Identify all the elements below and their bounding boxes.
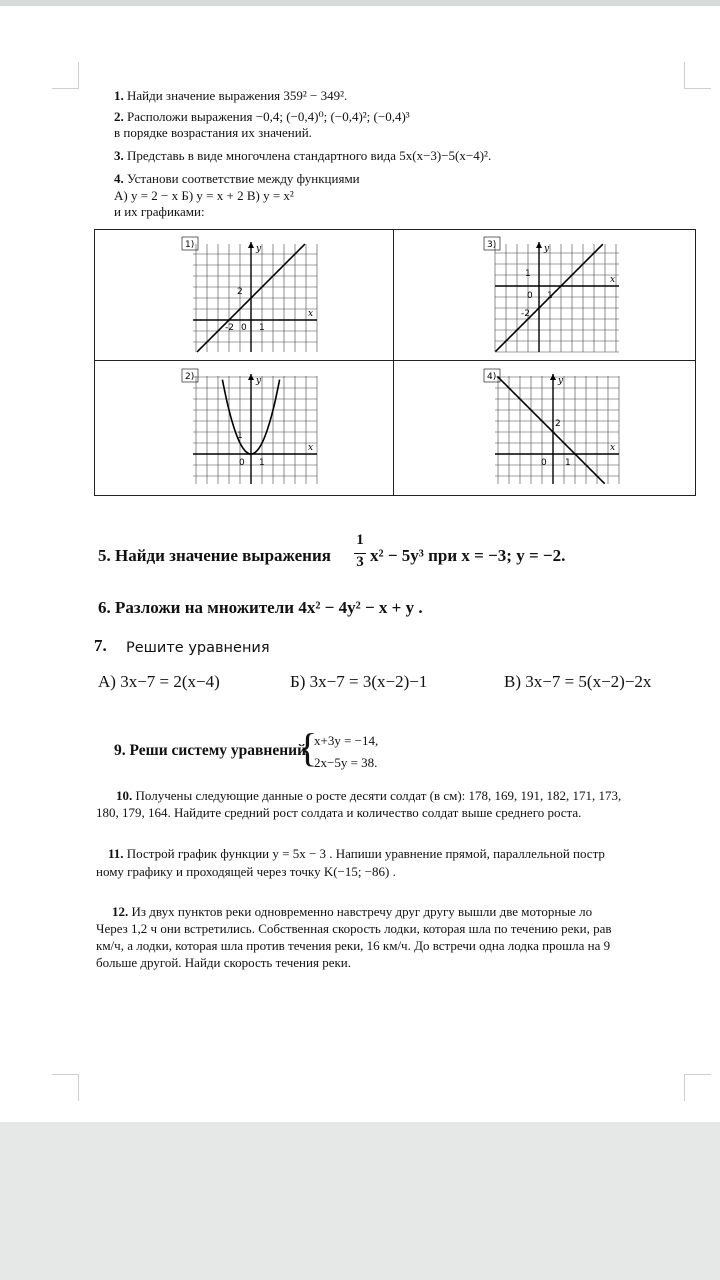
graph-3	[483, 236, 623, 356]
task-3	[114, 148, 491, 164]
task-5	[98, 546, 331, 566]
graph-4-x-axis-label: x	[610, 443, 616, 453]
graph-4-tick-label: 2	[555, 419, 561, 429]
task-5-number: 5.	[98, 546, 111, 565]
table-vertical-divider	[393, 230, 394, 495]
task-10-line-2: 180, 179, 164. Найдите средний рост солдата и количество солдат выше среднего роста.	[96, 805, 582, 820]
task-4-number: 4.	[114, 171, 124, 186]
task-10	[116, 788, 621, 804]
task-11-line-2: ному графику и проходящей через точку K(−15; −86) .	[96, 864, 396, 879]
graph-1-tick-label: 1	[259, 323, 265, 333]
task-11-line-1: Построй график функции y = 5x − 3 . Напиши уравнение прямой, параллельной постр	[126, 846, 605, 861]
task-6-expression: 4x² − 4y² − x + y .	[298, 598, 423, 617]
task-1-number: 1.	[114, 88, 124, 103]
graph-3-x-axis-label: x	[610, 275, 616, 285]
graph-1	[181, 236, 321, 356]
task-9-brace: {	[298, 725, 318, 770]
task-5-expression: x² − 5y³ при x = −3; y = −2.	[370, 546, 566, 565]
graph-2-y-axis-label: y	[256, 376, 262, 386]
task-3-text: Представь в виде многочлена стандартного вида	[127, 148, 396, 163]
margin-mark-bottom-left	[52, 1074, 79, 1101]
task-6-text: Разложи на множители	[115, 598, 295, 617]
graph-2-grid	[193, 376, 317, 484]
task-9	[114, 742, 306, 760]
graph-3-grid	[495, 244, 619, 352]
task-7-number: 7.	[94, 636, 107, 655]
task-1	[114, 88, 347, 104]
graph-1-tick-label: -2	[225, 323, 234, 333]
graph-4	[483, 368, 623, 488]
task-2	[114, 109, 410, 125]
task-11-number: 11.	[108, 846, 124, 861]
task-9-equation-2: 2x−5y = 38.	[314, 755, 378, 770]
graph-2	[181, 368, 321, 488]
task-5-fraction-denominator: 3	[356, 554, 364, 570]
task-7-option-a: А) 3x−7 = 2(x−4)	[98, 672, 220, 691]
graph-3-y-arrow-icon	[536, 242, 542, 248]
task-2-text: Расположи выражения	[127, 109, 253, 124]
graph-1-x-axis-label: x	[308, 309, 314, 319]
task-10-line-1: Получены следующие данные о росте десяти солдат (в см): 178, 169, 191, 182, 171, 173,	[135, 788, 622, 803]
graph-2-label: 2)	[185, 372, 195, 382]
graph-4-y-axis-label: y	[558, 376, 564, 386]
task-12	[112, 904, 592, 920]
task-7-text: Решите уравнения	[126, 640, 270, 656]
margin-mark-top-right	[684, 62, 711, 89]
task-4	[114, 171, 360, 187]
task-12-line-2: Через 1,2 ч они встретились. Собственная скорость лодки, которая шла по течению реки, рав	[96, 921, 612, 936]
graph-1-grid	[193, 244, 317, 352]
graphs-table	[94, 229, 696, 496]
task-2-line-2: в порядке возрастания их значений.	[114, 125, 312, 140]
task-3-expression: 5x(x−3)−5(x−4)².	[399, 148, 492, 163]
task-5-text: Найди значение выражения	[115, 546, 331, 565]
margin-mark-bottom-right	[684, 1074, 711, 1101]
graph-4-tick-label: 0	[541, 458, 547, 468]
task-9-number: 9.	[114, 742, 126, 759]
graph-3-tick-label: 1	[547, 291, 553, 301]
margin-mark-top-left	[52, 62, 79, 89]
graph-4-label: 4)	[487, 372, 497, 382]
task-1-expression: 359² − 349².	[283, 88, 348, 103]
graph-2-tick-label: 0	[239, 458, 245, 468]
task-4-options: А) y = 2 − x Б) y = x + 2 В) y = x²	[114, 188, 294, 203]
task-12-number: 12.	[112, 904, 129, 919]
task-11	[108, 846, 605, 862]
task-12-line-4: больше другой. Найди скорость течения реки.	[96, 955, 351, 970]
task-2-expression: −0,4; (−0,4)⁰; (−0,4)²; (−0,4)³	[255, 109, 410, 124]
graph-2-x-axis-label: x	[308, 443, 314, 453]
task-3-number: 3.	[114, 148, 124, 163]
graph-3-y-axis-label: y	[544, 244, 550, 254]
task-6-number: 6.	[98, 598, 111, 617]
document-page[interactable]	[0, 6, 720, 1122]
task-2-number: 2.	[114, 109, 124, 124]
graph-2-tick-label: 1	[259, 458, 265, 468]
task-6	[98, 598, 423, 618]
task-4-line-3: и их графиками:	[114, 204, 205, 219]
task-4-text: Установи соответствие между функциями	[127, 171, 360, 186]
graph-3-tick-label: 0	[527, 291, 533, 301]
task-1-text: Найди значение выражения	[127, 88, 281, 103]
graph-3-tick-label: -2	[521, 309, 530, 319]
task-7-option-b: Б) 3x−7 = 3(x−2)−1	[290, 672, 428, 691]
task-12-line-3: км/ч, а лодки, которая шла против течения реки, 16 км/ч. До встречи одна лодка прошла на 9	[96, 938, 611, 953]
task-9-text: Реши систему уравнений	[129, 742, 306, 759]
task-10-number: 10.	[116, 788, 133, 803]
graph-1-tick-label: 0	[241, 323, 247, 333]
task-7-option-c: В) 3x−7 = 5(x−2)−2x	[504, 672, 652, 691]
graph-1-tick-label: 2	[237, 287, 243, 297]
graph-2-tick-label: 1	[237, 431, 243, 441]
graph-1-y-axis-label: y	[256, 244, 262, 254]
task-5-fraction-numerator: 1	[356, 532, 364, 548]
table-horizontal-divider	[95, 360, 695, 361]
graph-4-tick-label: 1	[565, 458, 571, 468]
graph-3-label: 3)	[487, 240, 497, 250]
graph-1-y-arrow-icon	[248, 242, 254, 248]
graph-1-label: 1)	[185, 240, 195, 250]
task-12-line-1: Из двух пунктов реки одновременно навстречу друг другу вышли две моторные ло	[131, 904, 593, 919]
graph-4-function-curve	[497, 376, 604, 483]
graph-3-tick-label: 1	[525, 269, 531, 279]
task-9-equation-1: x+3y = −14,	[314, 733, 379, 748]
